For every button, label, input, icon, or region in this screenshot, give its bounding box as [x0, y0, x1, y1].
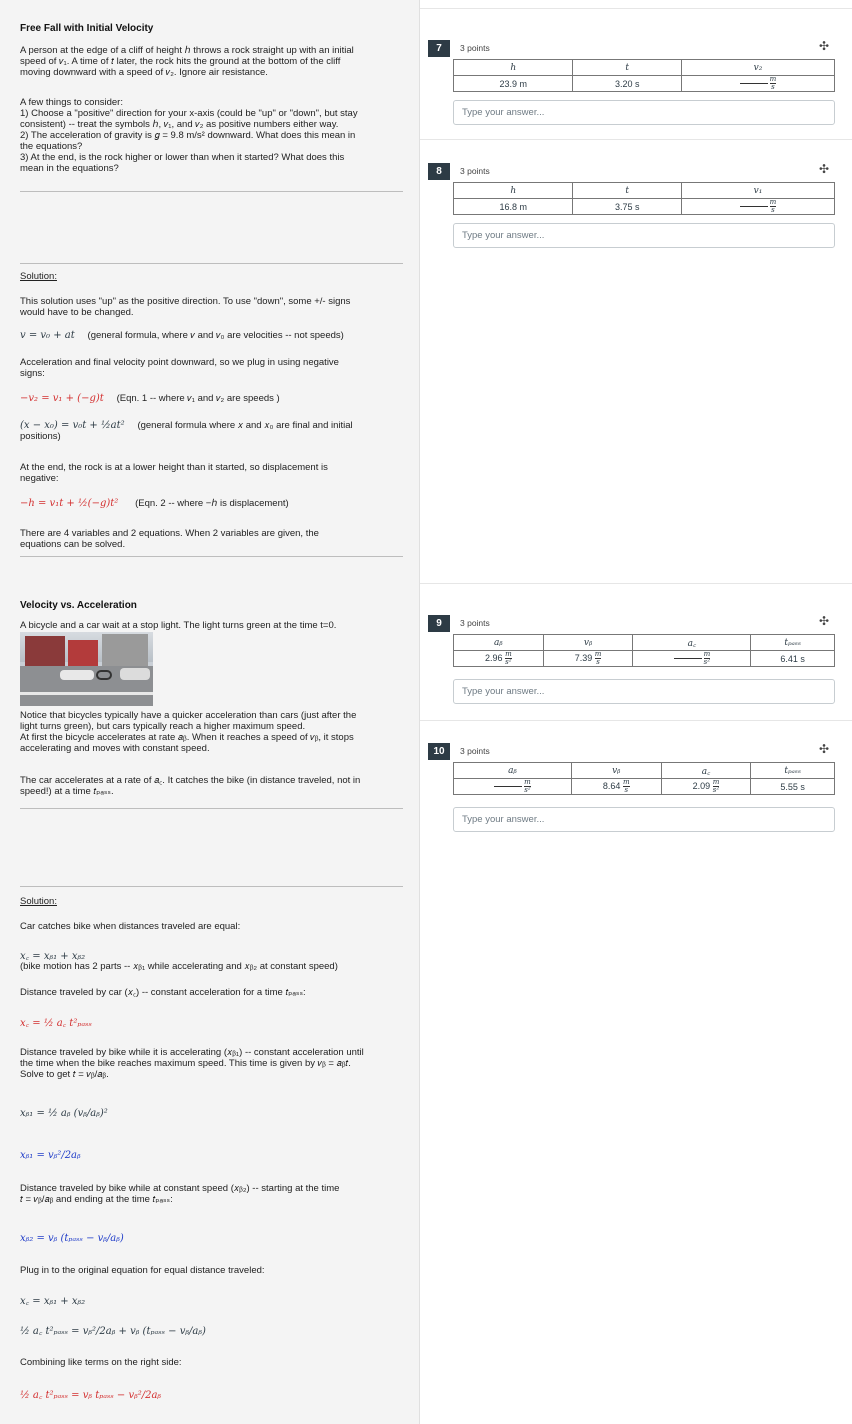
- solution-paragraph: [20, 1183, 403, 1205]
- divider: [20, 886, 403, 887]
- paragraph-line: Notice that bicycles typically have a quicker acceleration than cars (just after the: [20, 710, 357, 721]
- table-cell: 6.41 s: [751, 651, 835, 667]
- cell-value: 7.39: [574, 652, 593, 663]
- solution-line: Distance traveled by car (𝑥꜀) -- constant acceleration for a time 𝑡ₚₐₛₛ:: [20, 987, 306, 998]
- equation: (𝑥 − 𝑥₀) = 𝑣₀𝑡 + ½𝑎𝑡²: [20, 420, 125, 431]
- pin-icon[interactable]: ✣: [819, 614, 830, 628]
- unit-denominator: s: [771, 206, 775, 214]
- equation: 𝑥ᵦ₁ = ½ 𝑎ᵦ (𝑣ᵦ/𝑎ᵦ)²: [20, 1108, 108, 1119]
- column-header: ℎ: [454, 183, 573, 199]
- solution-line: Solve to get 𝑡 = 𝑣ᵦ/𝑎ᵦ.: [20, 1069, 109, 1080]
- table-cell: 5.55 s: [751, 779, 835, 795]
- column-header: 𝑣₁: [681, 183, 834, 199]
- cell-value: 2.09: [692, 780, 711, 791]
- solution-paragraph: [20, 1047, 403, 1080]
- consider-item: 1) Choose a "positive" direction for your x-axis (could be "up" or "down", but stay: [20, 108, 358, 119]
- paragraph-line: At first the bicycle accelerates at rate 𝑎ᵦ. When it reaches a speed of 𝑣ᵦ, it stops: [20, 732, 354, 743]
- pin-icon[interactable]: ✣: [819, 162, 830, 176]
- solution-paragraph: [20, 296, 403, 318]
- divider: [420, 139, 852, 140]
- equation: 𝑣 = 𝑣₀ + 𝑎𝑡: [20, 330, 75, 341]
- solution-line: negative:: [20, 473, 59, 484]
- traffic-photo: [20, 632, 153, 706]
- solution-line: signs:: [20, 368, 45, 379]
- solution-line: There are 4 variables and 2 equations. When 2 variables are given, the: [20, 528, 319, 539]
- section-title: Velocity vs. Acceleration: [20, 600, 137, 611]
- consider-item: consistent) -- treat the symbols ℎ, 𝑣₁, and 𝑣₂ as positive numbers either way.: [20, 119, 339, 130]
- table-cell: 16.8 m: [454, 199, 573, 215]
- equation-row: [20, 420, 403, 442]
- consider-heading: A few things to consider:: [20, 97, 123, 108]
- paragraph-line: The car accelerates at a rate of 𝑎꜀. It catches the bike (in distance traveled, not in: [20, 775, 361, 786]
- solution-line: At the end, the rock is at a lower height than it started, so displacement is: [20, 462, 328, 473]
- intro-line: speed of 𝑣₁. A time of 𝑡 later, the rock hits the ground at the bottom of the cliff: [20, 56, 341, 67]
- unit-fraction: [713, 779, 720, 794]
- table-cell: [454, 651, 544, 667]
- table-cell: 23.9 m: [454, 76, 573, 92]
- unit-denominator: s: [596, 658, 600, 666]
- unit-fraction: [704, 651, 711, 666]
- question-number: 10: [428, 743, 450, 760]
- blank-line: [740, 83, 768, 84]
- question-8: [420, 162, 852, 252]
- values-table: [453, 634, 835, 667]
- unit-denominator: s²: [524, 786, 531, 794]
- solution-line: Distance traveled by bike while at constant speed (𝑥ᵦ₂) -- starting at the time: [20, 1183, 340, 1194]
- table-cell: [661, 779, 751, 795]
- velocity-intro: A bicycle and a car wait at a stop light. The light turns green at the time t=0.: [20, 620, 337, 631]
- divider: [20, 191, 403, 192]
- free-fall-section: [20, 23, 403, 34]
- blank-line: [740, 206, 768, 207]
- consider-item: mean in the equations?: [20, 163, 119, 174]
- unit-numerator: m: [524, 778, 531, 786]
- question-10: [420, 742, 852, 832]
- equation-note: (Eqn. 1 -- where 𝑣₁ and 𝑣₂ are speeds ): [116, 393, 280, 404]
- equation-row: [20, 393, 403, 404]
- solution-label: Solution:: [20, 271, 57, 282]
- solution-line: Car catches bike when distances traveled are equal:: [20, 921, 241, 932]
- unit-numerator: m: [594, 650, 602, 658]
- equation: 𝑥꜀ = 𝑥ᵦ₁ + 𝑥ᵦ₂: [20, 951, 86, 962]
- solution-paragraph: [20, 462, 403, 484]
- solution-line: Distance traveled by bike while it is accelerating (𝑥ᵦ₁) -- constant acceleration until: [20, 1047, 364, 1058]
- solution-line: Combining like terms on the right side:: [20, 1357, 182, 1368]
- column-header: 𝑡ₚₐₛₛ: [751, 635, 835, 651]
- equation-note: (Eqn. 2 -- where −ℎ is displacement): [135, 498, 289, 509]
- column-header: 𝑡ₚₐₛₛ: [751, 763, 835, 779]
- column-header: 𝑣ᵦ: [571, 763, 661, 779]
- blank-line: [674, 658, 702, 659]
- question-number: 8: [428, 163, 450, 180]
- unit-fraction: [505, 651, 512, 666]
- consider-list: [20, 97, 403, 174]
- intro-line: moving downward with a speed of 𝑣₂. Ignore air resistance.: [20, 67, 268, 78]
- solution-line: would have to be changed.: [20, 307, 134, 318]
- column-header: 𝑎ᵦ: [454, 635, 544, 651]
- table-cell: 3.75 s: [573, 199, 682, 215]
- divider: [20, 808, 403, 809]
- divider: [420, 583, 852, 584]
- solution-paragraph: [20, 528, 403, 550]
- blank-line: [494, 786, 522, 787]
- values-table: [453, 762, 835, 795]
- solution-line: 𝑡 = 𝑣ᵦ/𝑎ᵦ and ending at the time 𝑡ₚₐₛₛ:: [20, 1194, 173, 1205]
- pin-icon[interactable]: ✣: [819, 39, 830, 53]
- answer-input[interactable]: Type your answer...: [453, 807, 835, 832]
- values-table: [453, 182, 835, 215]
- equation-row: [20, 498, 403, 509]
- column-header: 𝑎ᵦ: [454, 763, 572, 779]
- solution-line: equations can be solved.: [20, 539, 126, 550]
- solution-line: (bike motion has 2 parts -- 𝑥ᵦ₁ while accelerating and 𝑥ᵦ₂ at constant speed): [20, 961, 338, 972]
- unit-fraction: [524, 779, 531, 794]
- unit-denominator: s²: [703, 658, 711, 666]
- column-header: 𝑣ᵦ: [543, 635, 633, 651]
- column-header: ℎ: [454, 60, 573, 76]
- consider-item: 3) At the end, is the rock higher or lower than when it started? What does this: [20, 152, 345, 163]
- solution-paragraph: [20, 357, 403, 379]
- unit-denominator: s: [771, 83, 775, 91]
- unit-numerator: m: [505, 650, 512, 658]
- equation-note: positions): [20, 431, 61, 442]
- solution-line: Plug in to the original equation for equal distance traveled:: [20, 1265, 265, 1276]
- divider: [20, 263, 403, 264]
- unit-fraction: [623, 779, 630, 794]
- equation: 𝑥ᵦ₂ = 𝑣ᵦ (𝑡ₚₐₛₛ − 𝑣ᵦ/𝑎ᵦ): [20, 1233, 124, 1244]
- unit-numerator: m: [769, 198, 777, 206]
- cell-value: 2.96: [485, 652, 503, 663]
- paragraph-line: speed!) at a time 𝑡ₚₐₛₛ.: [20, 786, 114, 797]
- points-label: 3 points: [460, 618, 490, 628]
- solution-label: Solution:: [20, 896, 57, 907]
- velocity-paragraph: [20, 775, 403, 797]
- velocity-paragraph: [20, 710, 403, 754]
- equation-2: −ℎ = 𝑣₁𝑡 + ½(−𝑔)𝑡²: [20, 498, 119, 509]
- equation-1: −𝑣₂ = 𝑣₁ + (−𝑔)𝑡: [20, 393, 104, 404]
- equation: ½ 𝑎꜀ 𝑡²ₚₐₛₛ = 𝑣ᵦ 𝑡ₚₐₛₛ − 𝑣ᵦ²/2𝑎ᵦ: [20, 1390, 162, 1401]
- column-header: 𝑎꜀: [661, 763, 751, 779]
- unit-denominator: s²: [505, 658, 512, 666]
- paragraph-line: light turns green), but cars typically reach a higher maximum speed.: [20, 721, 306, 732]
- velocity-section: [20, 600, 403, 611]
- solution-line: This solution uses "up" as the positive direction. To use "down", some +/- signs: [20, 296, 351, 307]
- solution-line: Acceleration and final velocity point downward, so we plug in using negative: [20, 357, 339, 368]
- table-cell: [543, 651, 633, 667]
- table-cell: [681, 199, 834, 215]
- equation: ½ 𝑎꜀ 𝑡²ₚₐₛₛ = 𝑣ᵦ²/2𝑎ᵦ + 𝑣ᵦ (𝑡ₚₐₛₛ − 𝑣ᵦ/𝑎ᵦ): [20, 1326, 206, 1337]
- question-number: 9: [428, 615, 450, 632]
- column-header: 𝑡: [573, 60, 682, 76]
- cell-value: 8.64: [602, 780, 621, 791]
- table-cell: [681, 76, 834, 92]
- pin-icon[interactable]: ✣: [819, 742, 830, 756]
- question-9: [420, 614, 852, 704]
- paragraph-line: accelerating and moves with constant speed.: [20, 743, 210, 754]
- table-cell: [454, 779, 572, 795]
- table-cell: 3.20 s: [573, 76, 682, 92]
- unit-fraction: [595, 651, 602, 666]
- equation-row: [20, 330, 403, 341]
- unit-numerator: m: [622, 778, 630, 786]
- answer-input[interactable]: Type your answer...: [453, 223, 835, 248]
- column-header: 𝑎꜀: [633, 635, 751, 651]
- unit-numerator: m: [703, 650, 711, 658]
- equation-note: (general formula, where 𝑣 and 𝑣₀ are velocities -- not speeds): [87, 330, 344, 341]
- unit-numerator: m: [769, 75, 777, 83]
- equation: 𝑥꜀ = 𝑥ᵦ₁ + 𝑥ᵦ₂: [20, 1296, 86, 1307]
- equation: 𝑥ᵦ₁ = 𝑣ᵦ²/2𝑎ᵦ: [20, 1150, 81, 1161]
- unit-numerator: m: [712, 778, 720, 786]
- left-content-panel: [0, 0, 420, 1424]
- consider-item: 2) The acceleration of gravity is 𝑔 = 9.8 m/s² downward. What does this mean in: [20, 130, 356, 141]
- column-header: 𝑣₂: [681, 60, 834, 76]
- equation-note: (general formula where 𝑥 and 𝑥₀ are final and initial: [137, 420, 353, 431]
- answer-input[interactable]: Type your answer...: [453, 679, 835, 704]
- points-label: 3 points: [460, 43, 490, 53]
- consider-item: the equations?: [20, 141, 83, 152]
- column-header: 𝑡: [573, 183, 682, 199]
- divider: [420, 720, 852, 721]
- free-fall-intro: [20, 45, 403, 78]
- unit-fraction: [770, 199, 777, 214]
- unit-fraction: [770, 76, 777, 91]
- question-7: [420, 39, 852, 129]
- intro-line: A person at the edge of a cliff of height ℎ throws a rock straight up with an initial: [20, 45, 354, 56]
- solution-line: the time when the bike reaches maximum speed. This time is given by 𝑣ᵦ = 𝑎ᵦ𝑡.: [20, 1058, 351, 1069]
- values-table: [453, 59, 835, 92]
- answer-input[interactable]: Type your answer...: [453, 100, 835, 125]
- points-label: 3 points: [460, 746, 490, 756]
- table-cell: [633, 651, 751, 667]
- divider: [420, 8, 852, 9]
- equation: 𝑥꜀ = ½ 𝑎꜀ 𝑡²ₚₐₛₛ: [20, 1018, 92, 1029]
- unit-denominator: s²: [712, 786, 720, 794]
- question-number: 7: [428, 40, 450, 57]
- divider: [20, 556, 403, 557]
- table-cell: [571, 779, 661, 795]
- points-label: 3 points: [460, 166, 490, 176]
- section-title: Free Fall with Initial Velocity: [20, 23, 154, 34]
- unit-denominator: s: [624, 786, 629, 794]
